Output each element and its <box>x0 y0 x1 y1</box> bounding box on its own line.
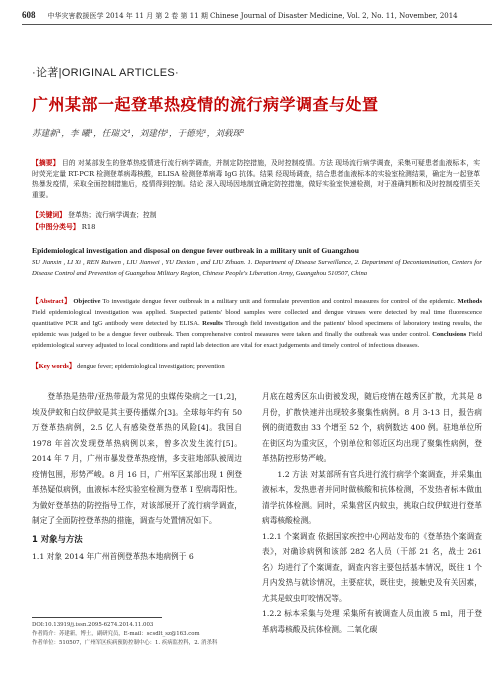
results-label: Results <box>202 320 223 327</box>
objective-text: To investigate dengue fever outbreak in a military unit and formulate prevention and control measures for control of the epidemic. <box>100 298 456 305</box>
chinese-abstract <box>32 158 480 200</box>
section-label: ·论著|ORIGINAL ARTICLES· <box>32 67 179 79</box>
author-info-line: 作者简介：苏建新，博士，副研究员，E-mail：scsdlt_sz@163.com <box>32 631 200 637</box>
abstract-label: 【摘要】 <box>32 159 60 167</box>
header-rule <box>22 24 492 25</box>
chinese-keywords <box>32 210 480 221</box>
section-heading-1: 1 对象与方法 <box>32 533 83 544</box>
keywords-text: 登革热；流行病学调查；控制 <box>65 211 157 219</box>
english-keywords <box>32 362 482 373</box>
case-survey-paragraph: 1.2.1 个案调查 依据国家疾控中心网站发布的《登革热个案调查表》，对确诊病例和该部 282 名人员（干部 21 名，战士 261 名）均进行了个案调查，调查内容主要包括基本情况，既往 1 个月内发热与就诊情况，主要症状，既往史，接触史及有关因素，尤其是蚊虫叮咬情况等。 <box>262 531 482 603</box>
doi-line: DOI:10.13919/j.issn.2095-6274.2014.11.003 <box>32 622 154 628</box>
conclusions-label: Conclusions <box>432 331 467 338</box>
author-list: 苏建新¹，李 曦¹，任瑞文¹，刘建伟¹，于德宪¹，刘载琛² <box>32 129 245 139</box>
methods-text: Field epidemiological investigation was applied. Suspected patients' blood samples were collected and dengue viruses were detected by real time fluorescence quantitative PCR and IgG antibody were detected by ELISA. <box>32 309 482 327</box>
method-paragraph: 1.2 方法 对某部所有官兵进行流行病学个案调查，并采集血液标本，发热患者并同时做核酸和抗体检测，不发热者标本做血清学抗体检测。同时，采集营区内蚊虫，挑取白纹伊蚊进行登革病毒核酸检测。 <box>262 469 482 525</box>
running-header <box>22 10 492 21</box>
affiliation-line: 作者单位：510507，广州军区疾病预防控制中心：1. 疾病监控科，2. 消杀科 <box>32 640 218 646</box>
footnote <box>32 621 247 648</box>
keywords-label: 【关键词】 <box>32 211 66 219</box>
page-number: 608 <box>22 10 36 20</box>
english-authors: SU Jianxin , LI Xi , REN Ruiwen , LIU Jianwei , YU Dexian , and LIU Zihuan. 1. Department of Disease Surveillance, 2. Department of Decontamination, Centers for Disease Control and Prevention of Guangzhou Military Region, Chinese People's Liberation Army, Guangzhou 510507, China <box>32 259 482 277</box>
body-column-left <box>32 389 242 564</box>
english-title: Epidemiological investigation and disposal on dengue fever outbreak in a military unit of Guangzhou <box>32 246 359 255</box>
clc-text: R18 <box>79 223 96 231</box>
article-title: 广州某部一起登革热疫情的流行病学调查与处置 <box>32 95 379 114</box>
methods-label: Methods <box>457 298 483 305</box>
footnote-rule <box>32 617 162 618</box>
sample-collection-paragraph: 1.2.2 标本采集与处理 采集所有被调查人员血液 5 ml，用于登革病毒核酸及抗体检测。二氧化碳 <box>262 609 482 634</box>
clc-label: 【中图分类号】 <box>32 223 80 231</box>
abstract-text: 目的 对某部发生的登革热疫情进行流行病学调查，并制定防控措施，及时控制疫情。方法 现场流行病学调查，采集可疑患者血液标本，实时荧光定量 RT-PCR 检测登革病毒核酸，ELISA 检测登革病毒 IgG 抗体。结果 经现场调查，结合患者血液标本的实验室检测结果，确定为一起登革热暴发疫情，采取全面控制措施后，疫情得到控制。结论 深入现场因地制宜确定防控措施，做好实验室快速检测，对于准确判断和及时控制疫情至关重要。 <box>32 159 481 199</box>
body-column-right <box>262 389 482 637</box>
english-abstract <box>32 296 482 351</box>
en-keywords-text: dengue fever; epidemiological investigation; prevention <box>75 363 225 370</box>
intro-paragraph: 登革热是热带/亚热带最为常见的虫媒传染病之一[1,2]，埃及伊蚊和白纹伊蚊是其主要传播媒介[3]。全球每年约有 50 万登革热病例，2.5 亿人有感染登革热的风险[4]。我国自 1978 年首次发现登革热病例以来，曾多次发生流行[5]。2014 年 7 月，广州市暴发登革热疫情，多支驻地部队被周边疫情包围，形势严峻。8 月 16 日，广州军区某部出现 1 例登革热疑似病例，血液标本经实验室检测为登革 I 型病毒阳性。为做好登革热的防控指导工作，对该部展开了流行病学调查，制定了全面防控登革热的措施，调查与处置情况如下。 <box>32 392 242 525</box>
journal-info: 中华灾害救援医学 2014 年 11 月 第 2 卷 第 11 期 Chinese Journal of Disaster Medicine, Vol. 2, No. 11, November, 2014 <box>47 12 458 20</box>
classification-number <box>32 222 480 233</box>
results-text: Through field investigation and the patients' blood specimens of laboratory testing results, the epidemic was judged to be a dengue fever outbreak. Then comprehensive control measures were taken and finally the outbreak was under control. <box>32 320 483 338</box>
objective-label: Objective <box>73 298 101 305</box>
conclusions-text: Field epidemiological survey adjusted to local conditions and rapid lab detection are vital for exact judgements and timely control of infectious diseases. <box>32 331 483 349</box>
subject-paragraph: 1.1 对象 2014 年广州首例登革热本地病例于 6 <box>32 551 194 561</box>
en-abstract-label: 【Abstract】 <box>32 298 72 305</box>
en-keywords-label: 【Key words】 <box>32 363 76 370</box>
outbreak-paragraph: 月底在越秀区东山街被发现，随后疫情在越秀区扩散，尤其是 8 月份，扩散快速并出现较多聚集性病例。8 月 3-13 日，报告病例的街道数由 33 个增至 52 个，病例数达 400 例。驻地单位所在街区均为重灾区，个别单位和邻近区均出现了聚集性病例，登革热防控形势严峻。 <box>262 392 482 463</box>
